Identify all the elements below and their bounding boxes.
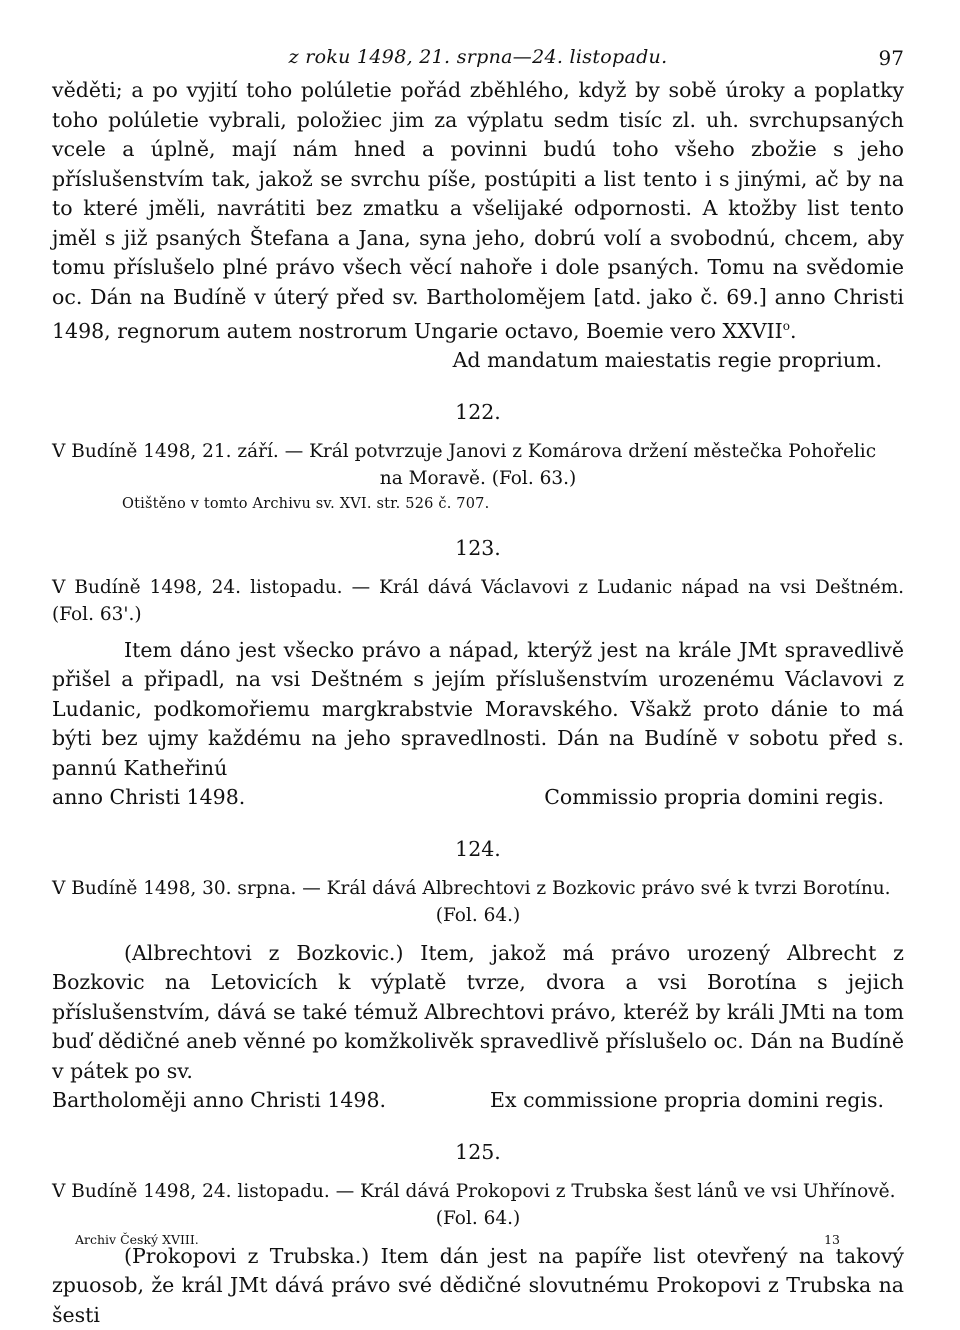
entry-123-tail bbox=[52, 783, 904, 813]
entry-124-tail bbox=[52, 1086, 904, 1116]
entry-125-regest-cont: (Fol. 64.) bbox=[435, 1207, 521, 1229]
entry-125-regest: V Budíně 1498, 24. listopadu. — Král dává Prokopovi z Trubska šest lánů ve vsi Uhřínově. bbox=[52, 1180, 896, 1202]
entry-123-regest: V Budíně 1498, 24. listopadu. — Král dává Václavovi z Ludanic nápad na vsi Deštném. (Fol. 63'.) bbox=[52, 576, 904, 625]
entry-124-regest-cont: (Fol. 64.) bbox=[435, 904, 521, 926]
entry-124-closing: Ex commissione propria domini regis. bbox=[490, 1088, 884, 1113]
entry-124-text: (Albrechtovi z Bozkovic.) Item, jakož má právo urozený Albrecht z Bozkovic na Letovicích k výplatě tvrze, dvora a vsi Borotína s jejich příslušenstvím, dává se také témuž Albrechtovi právo, kteréž by králi JMti na tom buď dědičné aneb věnné po komžkolivěk spravedlivě příslušelo oc. Dán na Budíně v pátek po sv. bbox=[52, 940, 904, 1083]
document-page bbox=[52, 40, 904, 1330]
page-footer bbox=[75, 1232, 840, 1247]
entry-number-124: 124. bbox=[455, 836, 501, 861]
entry-122-regest: V Budíně 1498, 21. září. — Král potvrzuje Janovi z Komárova držení městečka Pohořelic bbox=[52, 440, 877, 462]
entry-number-122: 122. bbox=[455, 399, 501, 424]
intro-text: věděti; a po vyjití toho polúletie pořád zběhlého, když by sobě úroky a poplatky toho polúletie vybrali, položiec jim za výplatu sedm tisíc zl. uh. svrchupsaných vcele a úplně, mají nám hned a povinni budú toho všeho zbožie s jeho příslušenstvím tak, jakož se svrchu píše, postúpiti a list tento i s jinými, ač by na to které jměli, navrátiti bez zmatku a všelijaké odpornosti. A ktožby list tento jměl s již psaných Štefana a Jana, syna jeho, dobrú volí a svobodnú, chcem, aby tomu příslušelo plné právo všech věcí nahoře i dole psaných. Tomu na svědomie oc. Dán na Budíně v úterý před sv. Bartholomějem [atd. jako č. 69.] anno Christi 1498, regnorum autem nostrorum Ungarie octavo, Boemie vero XXVII bbox=[52, 78, 904, 343]
intro-paragraph bbox=[52, 76, 904, 346]
intro-end: . bbox=[789, 318, 797, 343]
entry-124-text-last: Bartholoměji anno Christi 1498. bbox=[52, 1088, 387, 1113]
footer-signature: Archiv Český XVIII. bbox=[75, 1232, 199, 1247]
entry-number-125: 125. bbox=[455, 1139, 501, 1164]
entry-124-regest: V Budíně 1498, 30. srpna. — Král dává Albrechtovi z Bozkovic právo své k tvrzi Borotínu. bbox=[52, 877, 891, 899]
footer-sheet-number: 13 bbox=[824, 1232, 840, 1247]
entry-123-closing: Commissio propria domini regis. bbox=[544, 785, 884, 810]
entry-125-text: (Prokopovi z Trubska.) Item dán jest na papíře list otevřený na takový zpuosob, že král JMt dává právo své dědičné slovutnému Prokopovi z Trubska na šesti bbox=[52, 1243, 904, 1327]
running-head: z roku 1498, 21. srpna—24. listopadu. bbox=[288, 46, 668, 68]
page-header bbox=[52, 40, 904, 76]
entry-123-text-last: anno Christi 1498. bbox=[52, 785, 246, 810]
entry-122-printed-note: Otištěno v tomto Archivu sv. XVI. str. 526 č. 707. bbox=[122, 495, 490, 512]
page-number: 97 bbox=[878, 46, 904, 70]
entry-122-regest-cont: na Moravě. (Fol. 63.) bbox=[379, 467, 577, 489]
intro-closing: Ad mandatum maiestatis regie proprium. bbox=[452, 348, 882, 373]
entry-123-text: Item dáno jest všecko právo a nápad, kterýž jest na krále JMt spravedlivě přišel a připadl, na vsi Deštném s jejím příslušenstvím urozenému Václavovi z Ludanic, podkomořiemu margkrabstvie Moravského. Všakž proto dánie to má býti bez ujmy každému na jeho spravedlnosti. Dán na Budíně v sobotu před s. pannú Katheřinú bbox=[52, 637, 904, 780]
entry-number-123: 123. bbox=[455, 535, 501, 560]
intro-superscript: o bbox=[782, 319, 790, 333]
